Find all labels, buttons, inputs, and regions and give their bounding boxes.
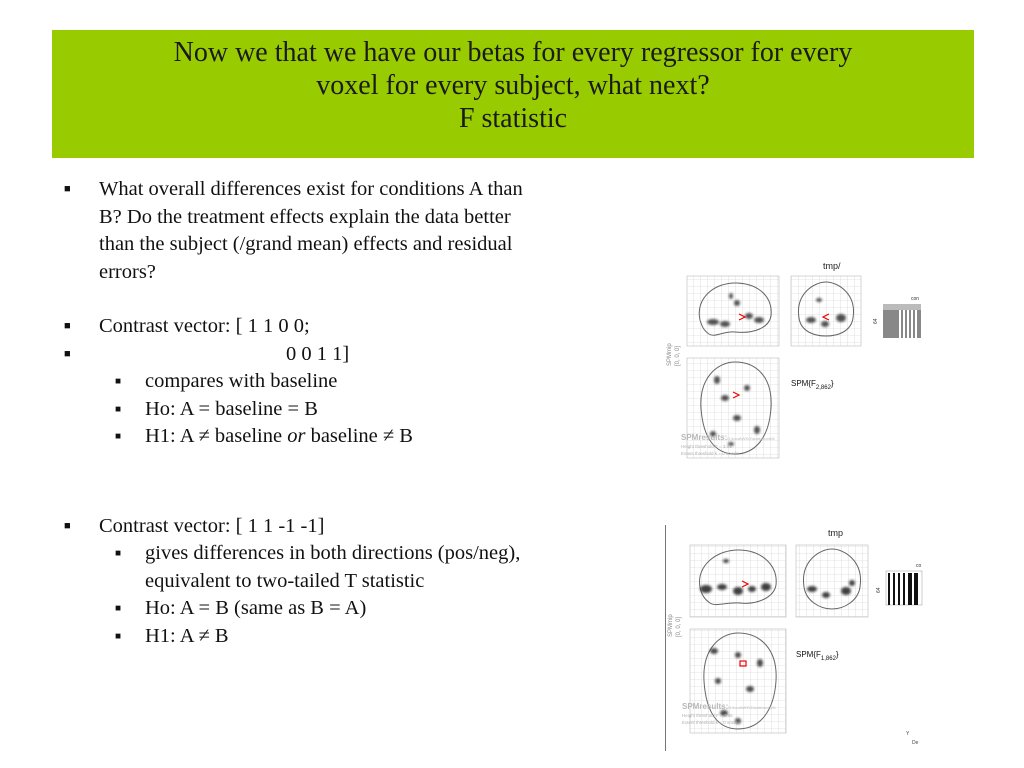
title-line-2: voxel for every subject, what next? xyxy=(316,70,710,101)
spm-figure-1-graphic xyxy=(665,258,925,470)
fig1-results-title: SPMresults:D:\local\WKG\stats\model1 xyxy=(681,433,776,442)
fig1-header: tmp/ xyxy=(823,261,841,271)
title-bar xyxy=(52,30,974,158)
spm-figure-2 xyxy=(665,525,926,751)
differences-line-2: equivalent to two-tailed T statistic xyxy=(145,569,425,592)
fig1-corner-label: con xyxy=(911,296,920,302)
fig2-extent-thresh: Extent threshold k = 0 voxels xyxy=(682,720,740,725)
bullet-question xyxy=(62,176,662,286)
title-line-3: F statistic xyxy=(458,103,568,134)
sub-bullet-h1-1 xyxy=(62,423,662,451)
fig2-header: tmp xyxy=(828,528,844,538)
bullet-contrast2: ■ Contrast vector: [ 1 1 -1 -1] xyxy=(62,513,662,541)
sub-bullet-ho-1: ■ Ho: A = baseline = B xyxy=(62,396,662,424)
fig1-coords: [0, 0, 0] xyxy=(675,345,681,366)
fig2-side-label: SPMmip xyxy=(668,614,674,637)
bullet-list xyxy=(62,176,662,650)
slide-title xyxy=(52,36,974,135)
bullet-contrast1-line1: ■ Contrast vector: [ 1 1 0 0; xyxy=(62,313,662,341)
fig1-bar-label: 64 xyxy=(873,318,879,324)
contrast1-line2-text: 0 0 1 1] xyxy=(286,342,350,365)
fig1-side-label: SPMmip xyxy=(667,343,673,366)
fig1-stat-label: $SPM\{F_{2,862}\}$ xyxy=(791,379,834,391)
h1-text: H1: A ≠ baseline xyxy=(145,425,283,447)
sub-bullet-h1-2: ■ H1: A ≠ B xyxy=(62,623,662,651)
fig2-footer-a: Y xyxy=(906,731,910,737)
or-word: or xyxy=(287,425,306,447)
fig2-bar-label: 64 xyxy=(876,587,882,593)
fig2-coords: [0, 0, 0] xyxy=(676,616,682,637)
title-line-1: Now we that we have our betas for every regressor for every xyxy=(173,37,853,68)
fig1-height-thresh: Height threshold F = 3.01 xyxy=(681,444,732,449)
bullet-question-line-3: than the subject (/grand mean) effects and residual xyxy=(99,233,513,255)
fig2-stat-label: $SPM\{F_{1,862}\}$ xyxy=(796,650,839,662)
fig1-extent-thresh: Extent threshold k = 0 voxels xyxy=(681,451,739,456)
fig2-height-thresh: Height threshold F = 3.85 xyxy=(682,713,733,718)
bullet-question-line-2: B? Do the treatment effects explain the data better xyxy=(99,205,511,228)
sub-bullet-differences xyxy=(62,540,662,595)
fig2-results-title: SPMresults:D:\local\WKG\stats\model1 xyxy=(682,702,777,711)
fig2-corner-label: co xyxy=(916,563,922,569)
spm-figure-2-graphic xyxy=(666,525,925,751)
bullet-contrast1-line2 xyxy=(62,341,662,369)
sub-bullet-ho-2: ■ Ho: A = B (same as B = A) xyxy=(62,595,662,623)
bullet-question-line-1: ■ What overall differences exist for conditions A than xyxy=(99,178,523,200)
h1-tail: baseline ≠ B xyxy=(305,425,413,447)
fig2-footer-b: De xyxy=(912,740,919,746)
bullet-question-line-4: errors? xyxy=(99,260,156,283)
spm-figure-1 xyxy=(665,258,925,470)
sub-bullet-baseline: ■ compares with baseline xyxy=(62,368,662,396)
differences-line-1: ■ gives differences in both directions (pos/neg), xyxy=(145,542,521,564)
